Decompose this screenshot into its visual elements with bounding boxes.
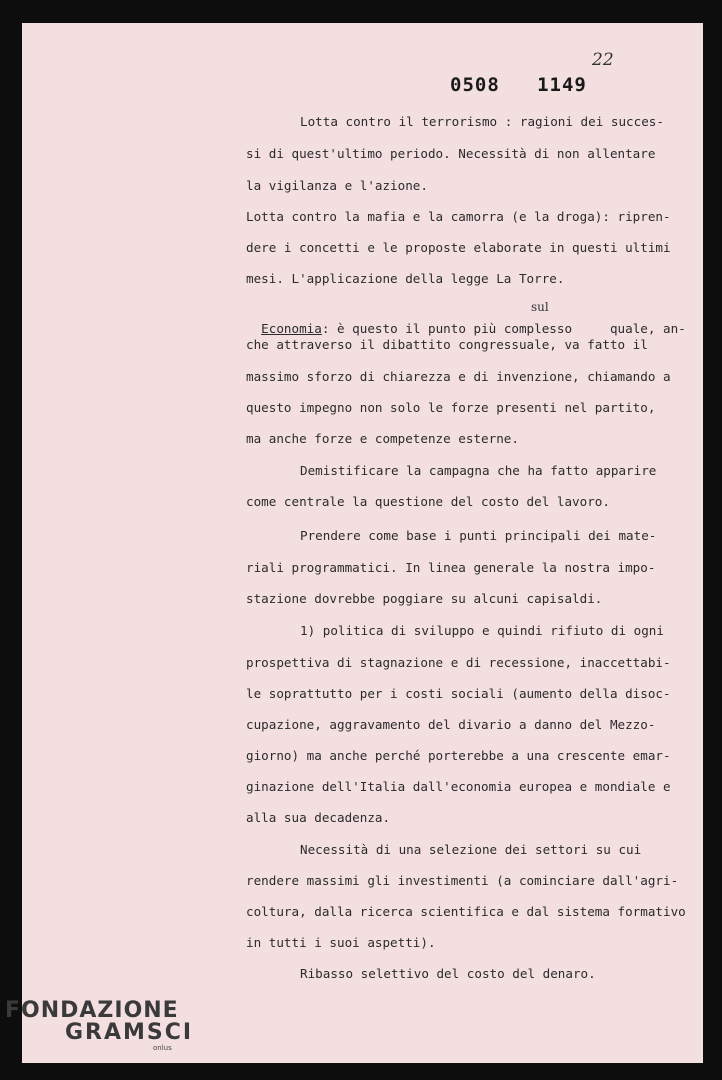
watermark-line2: GRAMSCI [65,1020,194,1045]
text-line: come centrale la questione del costo del lavoro. [246,494,610,509]
text-line: Prendere come base i punti principali dei mate- [300,528,657,543]
text-line: alla sua decadenza. [246,810,391,825]
text-line: la vigilanza e l'azione. [246,178,428,193]
document-number: 0508 1149 [450,74,587,96]
economia-text: : è questo il punto più complesso quale, an- [321,321,686,336]
text-line: questo impegno non solo le forze presenti nel partito, [246,400,656,415]
text-line: ma anche forze e competenze esterne. [246,431,519,446]
text-line: che attraverso il dibattito congressuale, va fatto il [246,337,648,352]
text-line: riali programmatici. In linea generale la nostra impo- [246,560,656,575]
handwritten-correction: sul [531,300,549,314]
economia-heading: Economia [261,321,322,336]
watermark-logo [5,1000,193,1052]
text-line: prospettiva di stagnazione e di recessione, inaccettabi- [246,655,671,670]
text-line: Lotta contro la mafia e la camorra (e la droga): ripren- [246,209,671,224]
text-line-economia [246,305,686,337]
text-line: mesi. L'applicazione della legge La Torre. [246,271,565,286]
text-line: dere i concetti e le proposte elaborate in questi ultimi [246,240,671,255]
watermark-line3: onlus [153,1044,172,1052]
text-line: ginazione dell'Italia dall'economia europea e mondiale e [246,779,671,794]
watermark-line1: FONDAZIONE [5,998,179,1023]
text-line: Ribasso selettivo del costo del denaro. [300,966,596,981]
text-line: Demistificare la campagna che ha fatto apparire [300,463,657,478]
text-line: coltura, dalla ricerca scientifica e dal sistema formativo [246,904,686,919]
text-line: in tutti i suoi aspetti). [246,935,436,950]
handwritten-page-number: 22 [592,50,614,70]
text-line: stazione dovrebbe poggiare su alcuni capisaldi. [246,591,603,606]
text-line: le soprattutto per i costi sociali (aumento della disoc- [246,686,671,701]
text-line: si di quest'ultimo periodo. Necessità di non allentare [246,146,656,161]
text-line: giorno) ma anche perché porterebbe a una crescente emar- [246,748,671,763]
text-line: 1) politica di sviluppo e quindi rifiuto di ogni [300,623,664,638]
text-line: rendere massimi gli investimenti (a cominciare dall'agri- [246,873,679,888]
text-line: Necessità di una selezione dei settori su cui [300,842,642,857]
text-line: massimo sforzo di chiarezza e di invenzione, chiamando a [246,369,671,384]
text-line: Lotta contro il terrorismo : ragioni dei succes- [300,114,664,129]
text-line: cupazione, aggravamento del divario a danno del Mezzo- [246,717,656,732]
